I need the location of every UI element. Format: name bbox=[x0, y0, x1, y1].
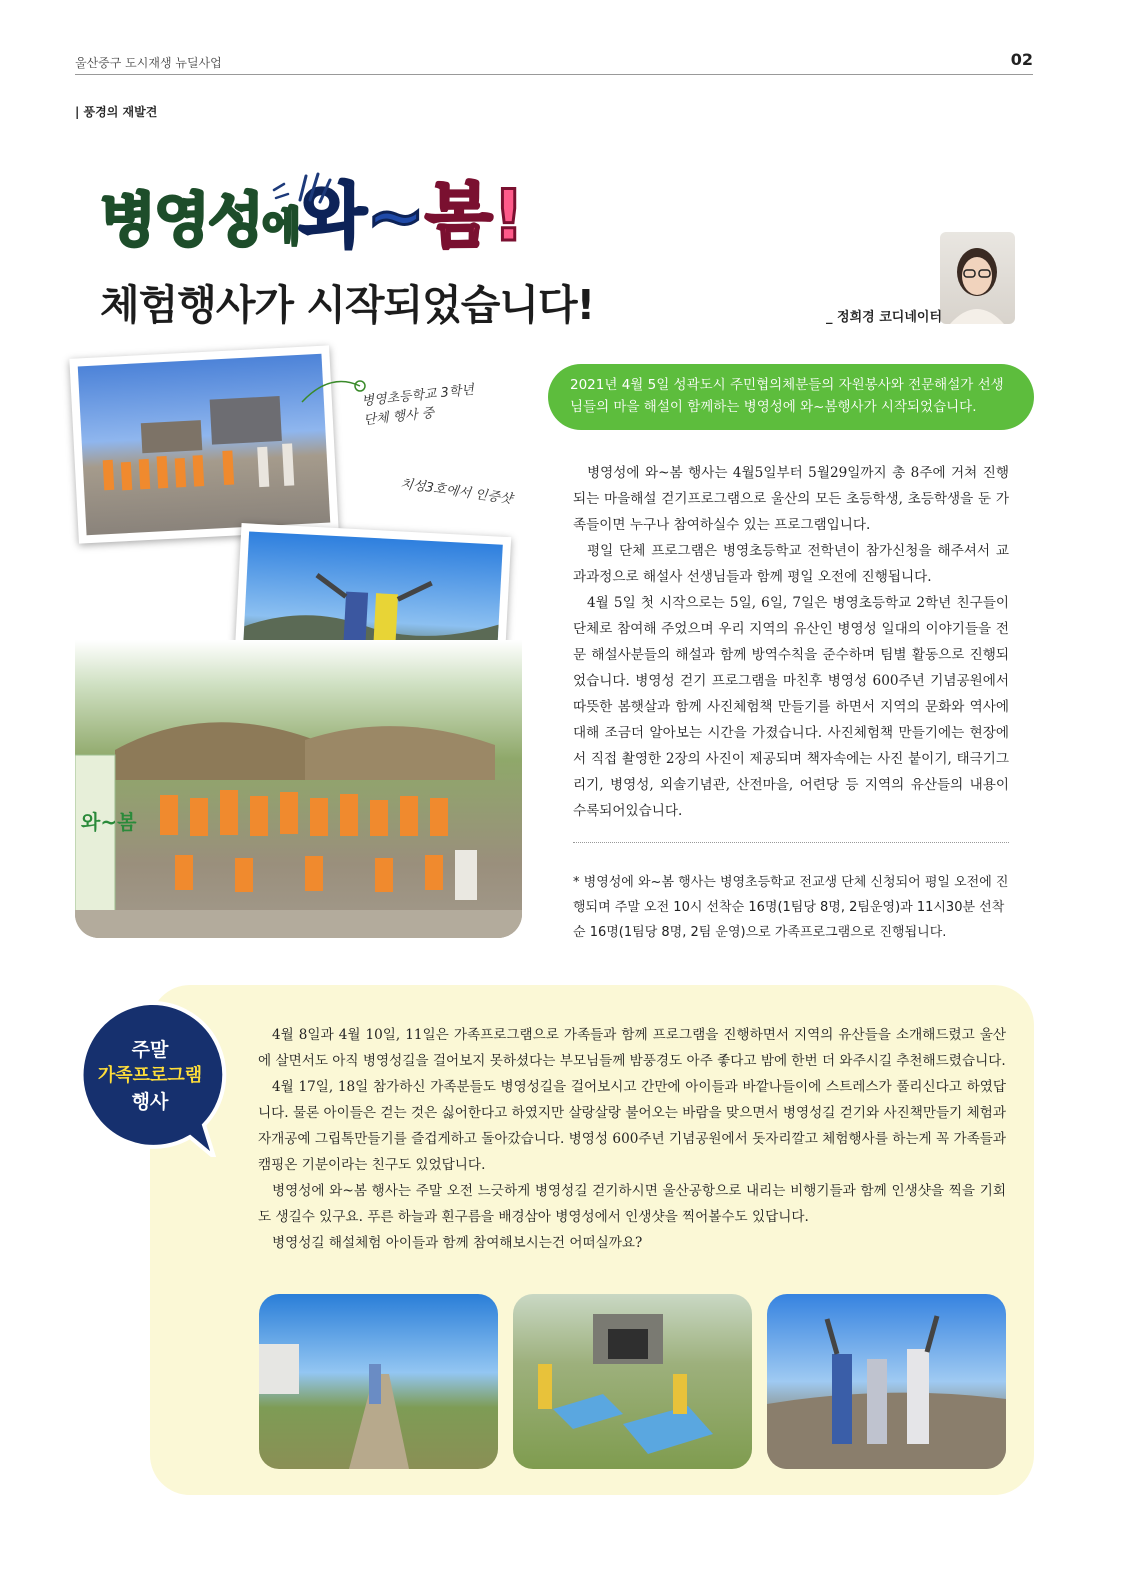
family-paragraph: 4월 17일, 18일 참가하신 가족분들도 병영성길을 걸어보시고 간만에 아이들과 바깥나들이에 스트레스가 풀리신다고 하였답니다. 물론 아이들은 걷는 것은 싫어한다고 하였지만 살랑살랑 불어오는 바람을 맞으면서 병영성길 걷기와 사진책만들기 체험과 자개공예 그립톡만들기를 즐겁게하고 돌아갔습니다. 병영성 600주년 기념공원에서 돗자리깔고 체험행사를 하는게 꼭 가족들과 캠핑온 기분이라는 친구도 있었답니다. bbox=[258, 1079, 1006, 1173]
body-paragraph: 4월 5일 첫 시작으로는 5일, 6일, 7일은 병영초등학교 2학년 친구들이 단체로 참여해 주었으며 우리 지역의 유산인 병영성 일대의 이야기들을 전문 해설사분들의 해설과 함께 방역수칙을 준수하며 팀별 활동으로 진행되었습니다. 병영성 걷기 프로그램을 마친후 병영성 600주년 기념공원에서 따뜻한 봄햇살과 함께 사진체험책 만들기를 하면서 지역의 문화와 역사에 대해 조금더 알아보는 시간을 가졌습니다. 사진체험책 만들기에는 현장에서 직접 촬영한 2장의 사진이 제공되며 책자속에는 사진 붙이기, 태극기그리기, 병영성, 외솔기념관, 산전마을, 어련당 등 지역의 유산들의 내용이 수록되어있습니다. bbox=[573, 595, 1009, 819]
bubble-line-3: 행사 bbox=[131, 1091, 169, 1113]
family-paragraph: 4월 8일과 4월 10일, 11일은 가족프로그램으로 가족들과 함께 프로그램을 진행하면서 지역의 유산들을 소개해드렸고 울산에 살면서도 아직 병영성길을 걸어보지 못하셨다는 부모님들께 밤풍경도 아주 좋다고 밤에 한번 더 와주시길 추천해드렸습니다. bbox=[258, 1027, 1006, 1069]
title-art bbox=[100, 160, 525, 261]
photo-group bbox=[75, 640, 522, 938]
author-credit: _ 정희경 코디네이터 bbox=[826, 310, 943, 325]
banner-text: 와~봄 bbox=[81, 810, 137, 834]
author-portrait bbox=[940, 232, 1015, 324]
caption-pointer-line bbox=[300, 372, 370, 412]
intro-box: 2021년 4월 5일 성곽도시 주민협의체분들의 자원봉사와 전문해설가 선생님들의 마을 해설이 함께하는 병영성에 와~봄행사가 시작되었습니다. bbox=[548, 364, 1034, 430]
header-divider bbox=[75, 74, 1033, 75]
family-speech-bubble bbox=[72, 997, 232, 1161]
title-part-1: 병영성 bbox=[100, 186, 263, 254]
page-number: 02 bbox=[1010, 50, 1033, 69]
photo-caption-students: 병영초등학교 3학년 단체 행사 중 bbox=[360, 382, 475, 429]
photo-family-picnic bbox=[513, 1294, 752, 1469]
body-paragraph: 평일 단체 프로그램은 병영초등학교 전학년이 참가신청을 해주셔서 교과과정으로 해설사 선생님들과 함께 평일 오전에 진행됩니다. bbox=[573, 543, 1009, 585]
footnote: * 병영성에 와~봄 행사는 병영초등학교 전교생 단체 신청되어 평일 오전에 진행되며 주말 오전 10시 선착순 16명(1팀당 8명, 2팀운영)과 11시30분 선착순 16명(1팀당 8명, 2팀 운영)으로 가족프로그램으로 진행됩니다. bbox=[573, 875, 1009, 940]
family-body bbox=[258, 1022, 1006, 1256]
page-subtitle: 체험행사가 시작되었습니다! bbox=[100, 281, 595, 329]
photo-family-hill bbox=[767, 1294, 1006, 1469]
bubble-line-1: 주말 bbox=[131, 1039, 169, 1061]
dotted-divider bbox=[573, 842, 1009, 843]
title-part-2: 와~ bbox=[298, 175, 426, 257]
bubble-line-2: 가족프로그램 bbox=[97, 1065, 203, 1086]
title-part-1-suffix: 에 bbox=[262, 204, 299, 250]
body-paragraph: 병영성에 와~봄 행사는 4월5일부터 5월29일까지 총 8주에 거쳐 진행되는 마을해설 걷기프로그램으로 울산의 모든 초등학생, 초등학생을 둔 가족들이면 누구나 참여하실수 있는 프로그램입니다. bbox=[573, 465, 1009, 533]
article-body bbox=[573, 460, 1009, 824]
photo-caption-selfie: 치성3호에서 인증샷 bbox=[399, 476, 514, 508]
photo-family-path bbox=[259, 1294, 498, 1469]
publication-name: 울산중구 도시재생 뉴딜사업 bbox=[75, 56, 222, 70]
family-paragraph: 병영성길 해설체험 아이들과 함께 참여해보시는건 어떠실까요? bbox=[272, 1235, 643, 1251]
wave-hand-icon bbox=[270, 166, 340, 206]
title-part-3: 봄! bbox=[425, 175, 525, 257]
family-paragraph: 병영성에 와~봄 행사는 주말 오전 느긋하게 병영성길 걷기하시면 울산공항으로 내리는 비행기들과 함께 인생샷을 찍을 기회도 생길수 있구요. 푸른 하늘과 흰구름을 배경삼아 병영성에서 인생샷을 찍어볼수도 있답니다. bbox=[258, 1183, 1006, 1225]
photo-students-walk bbox=[69, 345, 338, 543]
section-label: | 풍경의 재발견 bbox=[75, 105, 158, 119]
